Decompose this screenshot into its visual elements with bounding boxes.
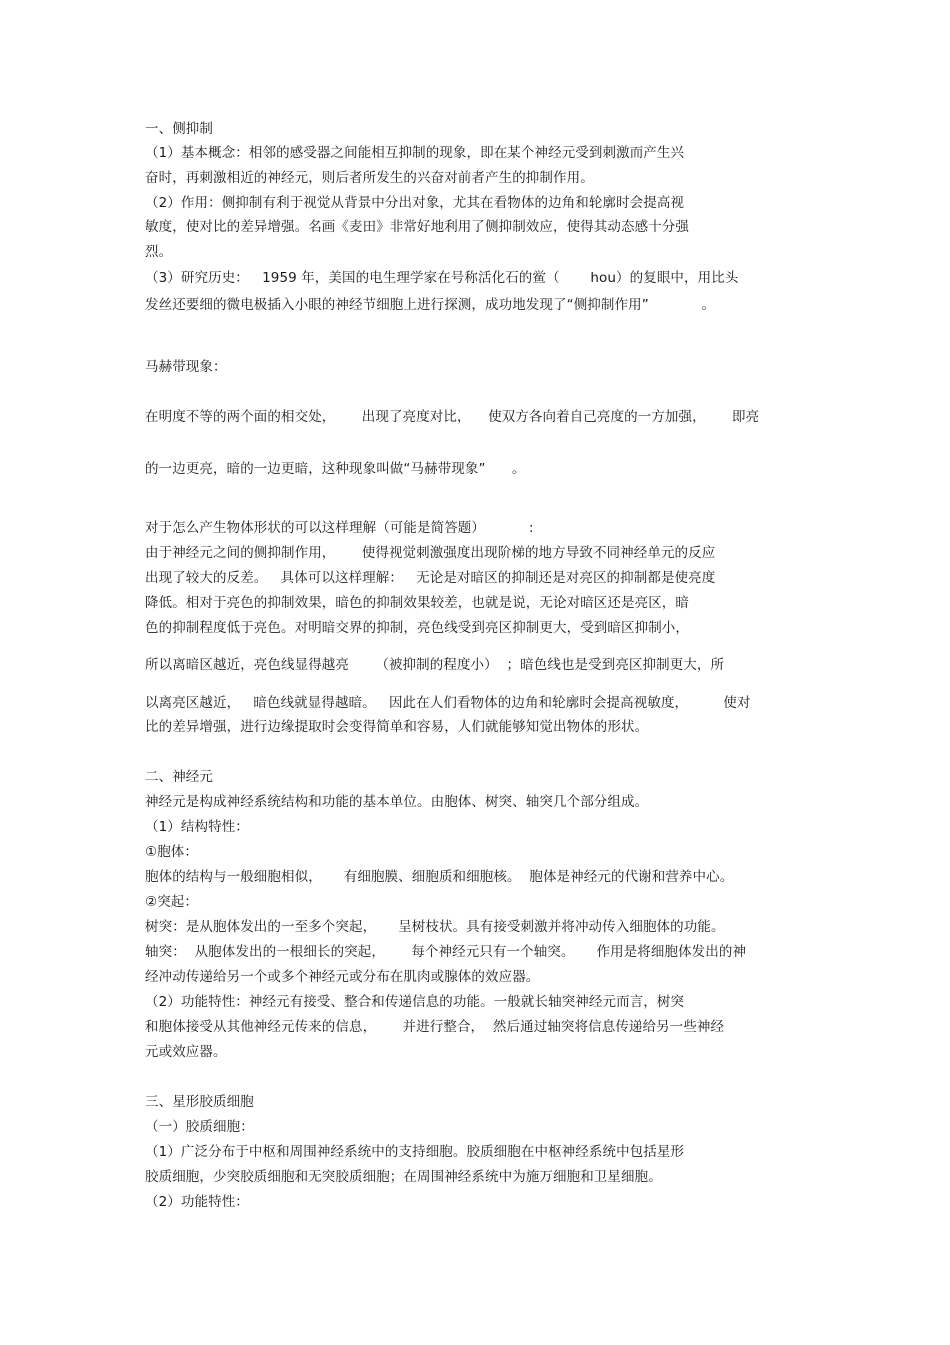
text-line: 经冲动传递给另一个或多个神经元或分布在肌肉或腺体的效应器。 <box>145 969 540 985</box>
text-line: 由于神经元之间的侧抑制作用， 使得视觉刺激强度出现阶梯的地方导致不同神经单元的反应 <box>145 545 716 561</box>
text-line: 以离亮区越近， 暗色线就显得越暗。 因此在人们看物体的边角和轮廓时会提高视敏度， 使对 <box>145 695 751 711</box>
text-line: 的一边更亮，暗的一边更暗，这种现象叫做“马赫带现象” 。 <box>145 461 526 477</box>
text-line: 胶质细胞，少突胶质细胞和无突胶质细胞；在周围神经系统中为施万细胞和卫星细胞。 <box>145 1169 662 1185</box>
text-line: 元或效应器。 <box>145 1044 227 1060</box>
text-line: 奋时，再刺激相近的神经元，则后者所发生的兴奋对前者产生的抑制作用。 <box>145 170 594 186</box>
heading-shape-perception: 对于怎么产生物体形状的可以这样理解（可能是简答题） : <box>145 520 534 536</box>
text-line: （一）胶质细胞： <box>145 1119 254 1135</box>
text-line: 在明度不等的两个面的相交处， 出现了亮度对比， 使双方各向着自己亮度的一方加强， 即亮 <box>145 409 760 425</box>
text-line: 出现了较大的反差。 具体可以这样理解： 无论是对暗区的抑制还是对亮区的抑制都是使亮度 <box>145 570 716 586</box>
text-line: （1）基本概念：相邻的感受器之间能相互抑制的现象，即在某个神经元受到刺激而产生兴 <box>145 145 685 161</box>
text-line: 烈。 <box>145 244 173 260</box>
text-line: （3）研究历史： 1959 年，美国的电生理学家在号称活化石的鲎（ hou）的复眼中，用比头 <box>145 270 739 286</box>
text-line: （2）功能特性：神经元有接受、整合和传递信息的功能。一般就长轴突神经元而言，树突 <box>145 994 685 1010</box>
text-line: （1）广泛分布于中枢和周围神经系统中的支持细胞。胶质细胞在中枢神经系统中包括星形 <box>145 1144 685 1160</box>
text-line: 胞体的结构与一般细胞相似， 有细胞膜、细胞质和细胞核。 胞体是神经元的代谢和营养中心。 <box>145 869 734 885</box>
text-line: （2）作用：侧抑制有利于视觉从背景中分出对象，尤其在看物体的边角和轮廓时会提高视 <box>145 195 685 211</box>
text-line: 和胞体接受从其他神经元传来的信息， 并进行整合， 然后通过轴突将信息传递给另一些神经 <box>145 1019 725 1035</box>
text-line: 树突：是从胞体发出的一至多个突起， 呈树枝状。具有接受刺激并将冲动传入细胞体的功能。 <box>145 919 725 935</box>
text-line: 降低。相对于亮色的抑制效果，暗色的抑制效果较差，也就是说，无论对暗区还是亮区，暗 <box>145 595 689 611</box>
text-line: 敏度，使对比的差异增强。名画《麦田》非常好地利用了侧抑制效应，使得其动态感十分强 <box>145 219 689 235</box>
heading-lateral-inhibition: 一、侧抑制 <box>145 121 213 137</box>
text-line: （2）功能特性： <box>145 1194 249 1210</box>
text-line: ②突起： <box>145 894 199 910</box>
text-line: 轴突： 从胞体发出的一根细长的突起， 每个神经元只有一个轴突。 作用是将细胞体发出的神 <box>145 944 747 960</box>
text-line: 色的抑制程度低于亮色。对明暗交界的抑制，亮色线受到亮区抑制更大，受到暗区抑制小， <box>145 620 689 636</box>
text-line: 所以离暗区越近，亮色线显得越亮 （被抑制的程度小） ；暗色线也是受到亮区抑制更大，所 <box>145 657 725 673</box>
heading-mach-band: 马赫带现象： <box>145 359 227 375</box>
text-line: ①胞体： <box>145 844 199 860</box>
text-line: 神经元是构成神经系统结构和功能的基本单位。由胞体、树突、轴突几个部分组成。 <box>145 794 649 810</box>
text-line: 比的差异增强，进行边缘提取时会变得简单和容易，人们就能够知觉出物体的形状。 <box>145 719 649 735</box>
text-line: （1）结构特性： <box>145 819 249 835</box>
heading-neuron: 二、神经元 <box>145 769 213 785</box>
text-line: 发丝还要细的微电极插入小眼的神经节细胞上进行探测，成功地发现了“侧抑制作用” 。 <box>145 297 716 313</box>
heading-astrocyte: 三、星形胶质细胞 <box>145 1094 254 1110</box>
